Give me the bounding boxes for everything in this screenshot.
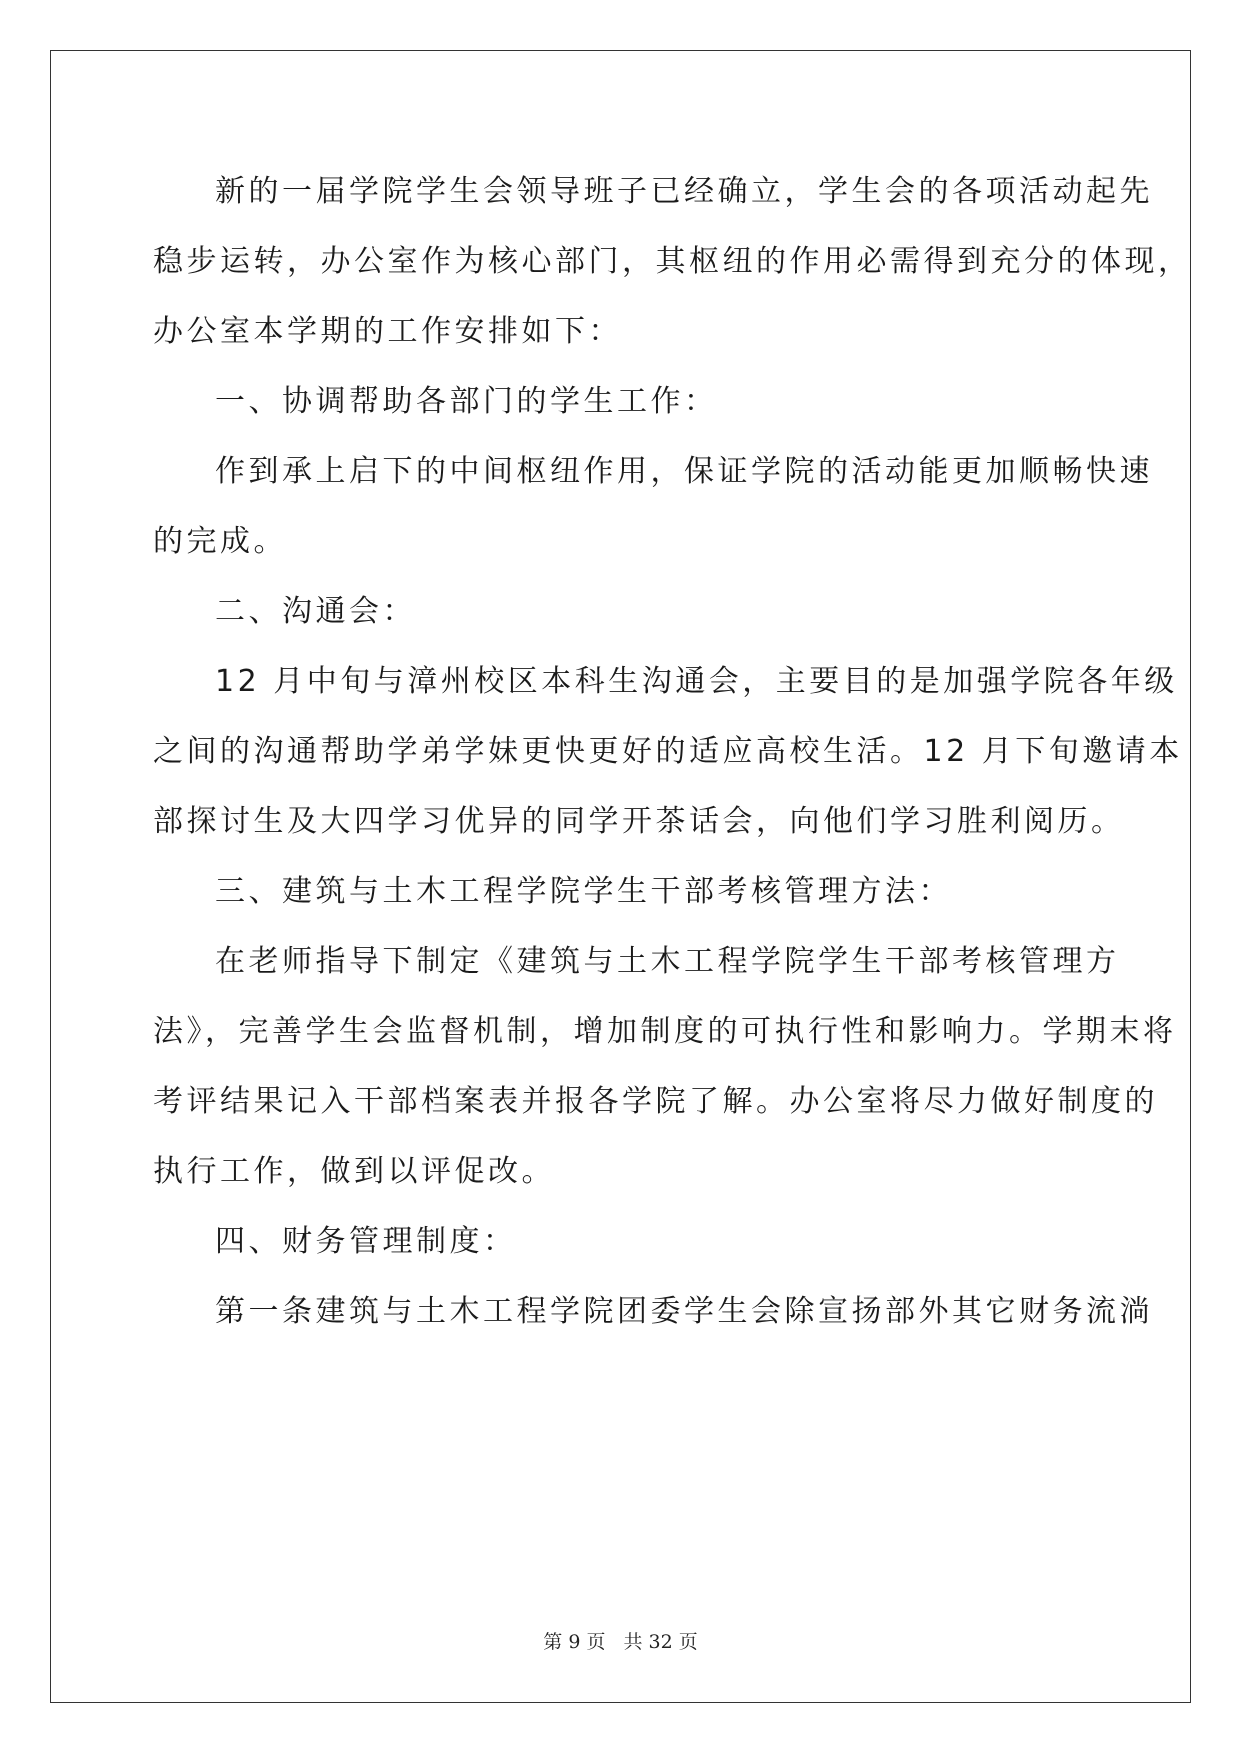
paragraph-line: 之间的沟通帮助学弟学妹更快更好的适应高校生活。12 月下旬邀请本 [153, 734, 1183, 769]
paragraph-line: 的完成。 [153, 524, 287, 559]
section-heading: 四、财务管理制度： [215, 1224, 517, 1259]
paragraph-line: 办公室本学期的工作安排如下： [153, 314, 622, 349]
paragraph-line: 第一条建筑与土木工程学院团委学生会除宣扬部外其它财务流淌 [215, 1294, 1153, 1329]
section-heading: 一、协调帮助各部门的学生工作： [215, 384, 718, 419]
section-heading: 二、沟通会： [215, 594, 416, 629]
paragraph-line: 法》，完善学生会监督机制，增加制度的可执行性和影响力。学期末将 [153, 1014, 1177, 1049]
section-heading: 三、建筑与土木工程学院学生干部考核管理方法： [215, 874, 952, 909]
page-number-current: 第 9 页 [543, 1631, 606, 1653]
paragraph-line: 作到承上启下的中间枢纽作用，保证学院的活动能更加顺畅快速 [215, 454, 1153, 489]
paragraph-line: 12 月中旬与漳州校区本科生沟通会，主要目的是加强学院各年级 [215, 664, 1178, 699]
paragraph-line: 在老师指导下制定《建筑与土木工程学院学生干部考核管理方 [215, 944, 1120, 979]
paragraph-line: 部探讨生及大四学习优异的同学开茶话会，向他们学习胜利阅历。 [153, 804, 1125, 839]
document-body [153, 161, 1192, 1351]
paragraph-line: 考评结果记入干部档案表并报各学院了解。办公室将尽力做好制度的 [153, 1084, 1158, 1119]
paragraph-line: 新的一届学院学生会领导班子已经确立，学生会的各项活动起先 [215, 174, 1153, 209]
page-footer [0, 1627, 1241, 1654]
paragraph-line: 执行工作，做到以评促改。 [153, 1154, 555, 1189]
paragraph-line: 稳步运转，办公室作为核心部门，其枢纽的作用必需得到充分的体现， [153, 244, 1192, 279]
page-number-total: 共 32 页 [623, 1631, 698, 1653]
